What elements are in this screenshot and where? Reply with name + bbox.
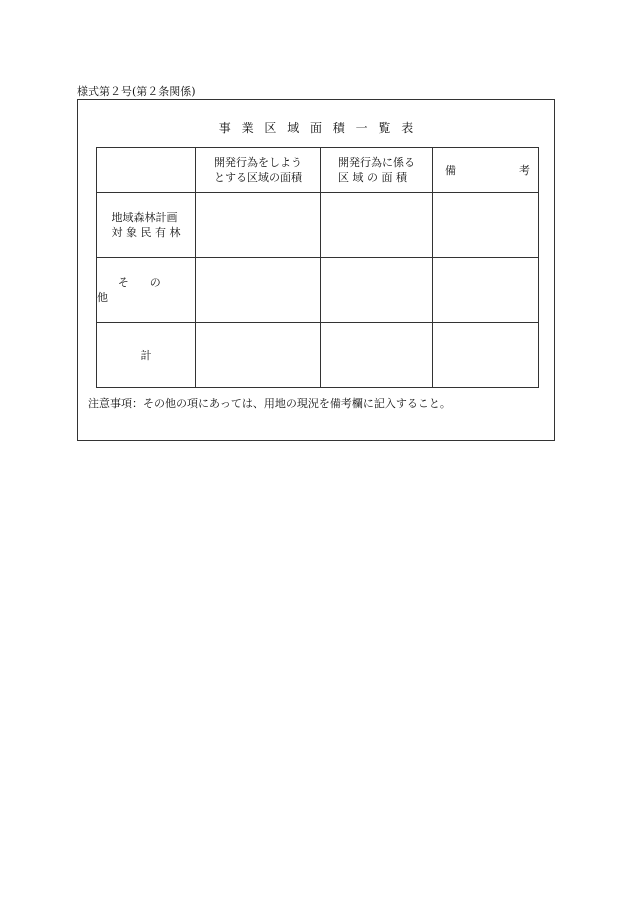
row-label-total: 計 <box>140 348 152 362</box>
area-summary-table <box>96 147 539 388</box>
header-cell-related-area <box>321 148 433 193</box>
table-cell[interactable] <box>321 323 433 388</box>
header-label-planned-area: 開発行為をしよう とする区域の面積 <box>214 156 302 184</box>
header-cell-planned-area <box>196 148 321 193</box>
row-label-forest: 地域森林計画 対 象 民 有 林 <box>111 211 181 239</box>
document-title: 事業区域面積一覧表 <box>218 121 424 135</box>
table-row <box>97 193 539 258</box>
table-cell[interactable] <box>433 323 539 388</box>
table-cell[interactable] <box>196 323 321 388</box>
note-text: 注意事項：その他の項にあっては、用地の現況を備考欄に記入すること。 <box>88 397 451 410</box>
table-cell[interactable] <box>321 193 433 258</box>
table-header-row <box>97 148 539 193</box>
row-label-cell <box>97 258 196 323</box>
table-cell[interactable] <box>196 258 321 323</box>
table-cell[interactable] <box>196 193 321 258</box>
header-label-remarks <box>433 163 538 178</box>
remarks-header-char: 備 <box>445 163 456 177</box>
table-row <box>97 323 539 388</box>
table-cell[interactable] <box>433 258 539 323</box>
row-label-other: その他 <box>97 276 182 304</box>
form-number-label: 様式第２号(第２条関係) <box>77 85 196 98</box>
header-label-related-area: 開発行為に係る 区 域 の 面 積 <box>338 156 415 184</box>
form-frame <box>77 99 555 441</box>
header-cell-blank <box>97 148 196 193</box>
table-cell[interactable] <box>433 193 539 258</box>
row-label-cell <box>97 193 196 258</box>
row-label-cell <box>97 323 196 388</box>
header-cell-remarks <box>433 148 539 193</box>
table-row <box>97 258 539 323</box>
table-cell[interactable] <box>321 258 433 323</box>
remarks-header-char: 考 <box>519 163 530 177</box>
